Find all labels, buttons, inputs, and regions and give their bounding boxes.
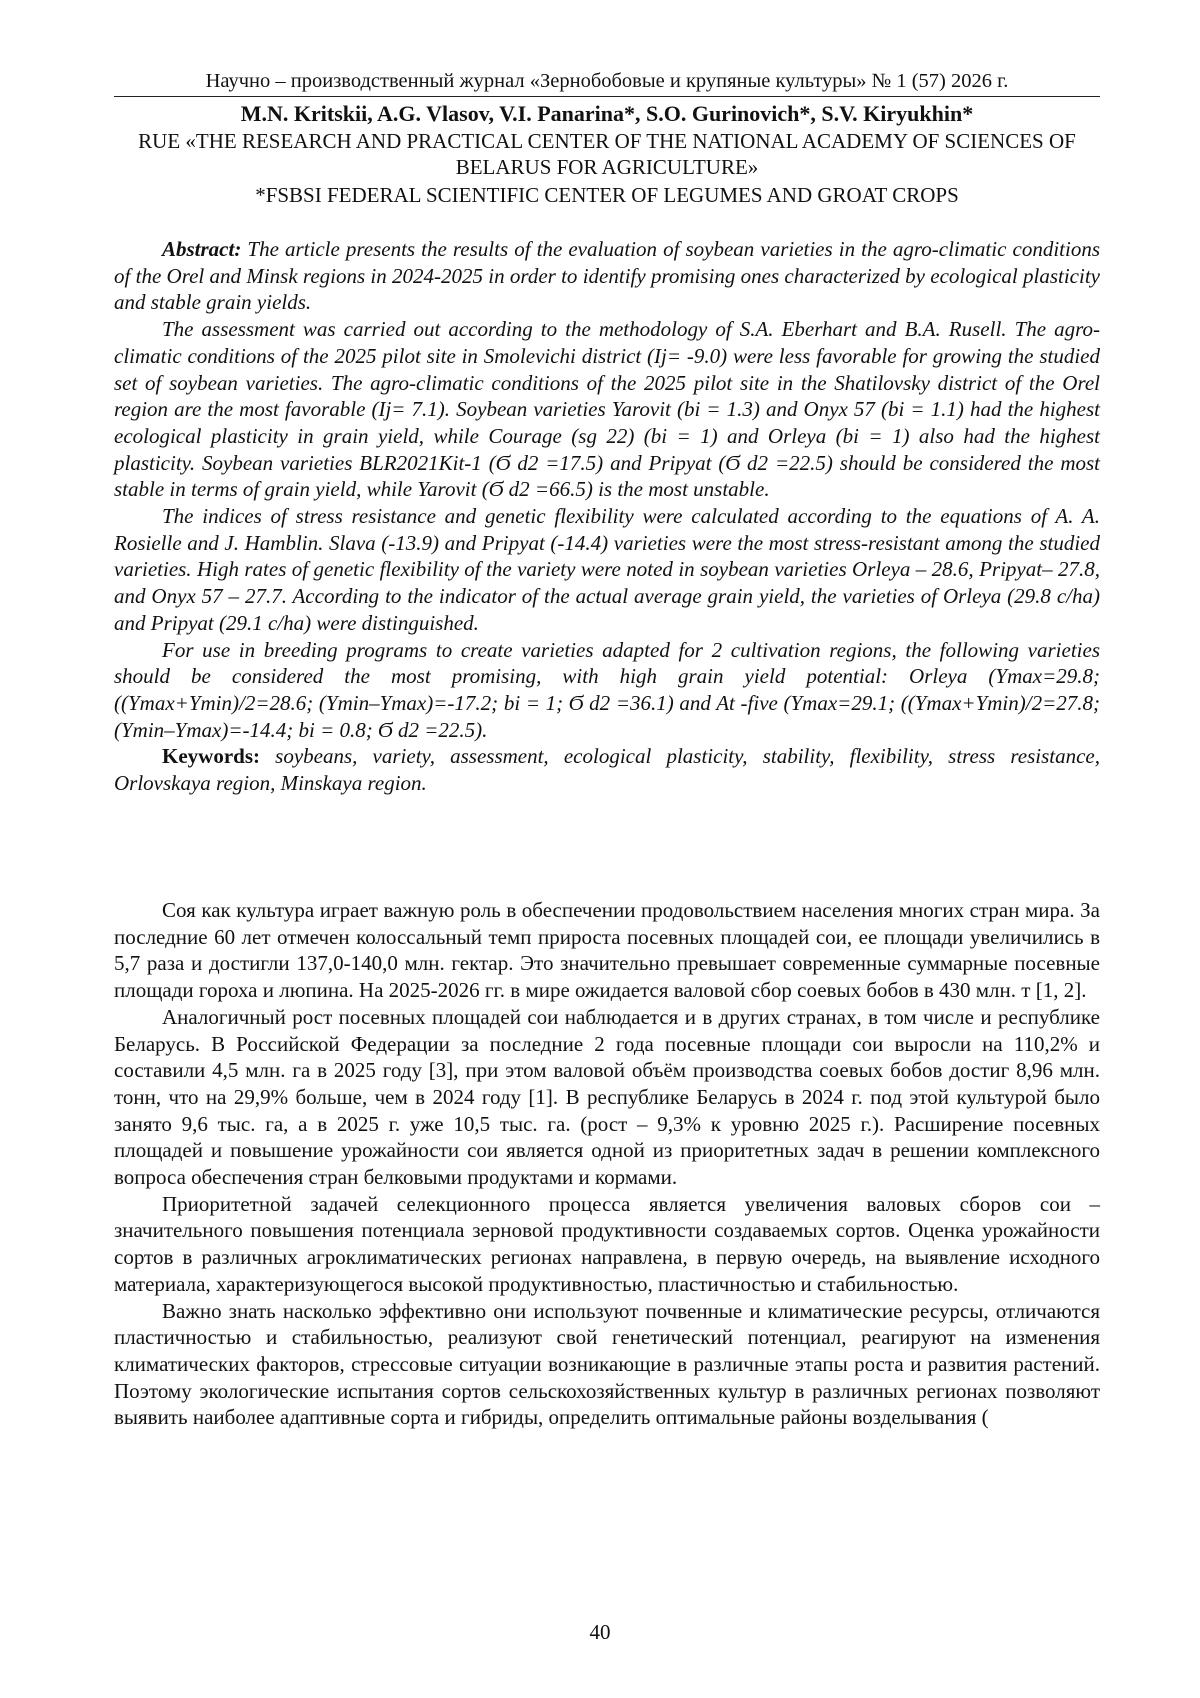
article-body xyxy=(114,897,1100,1431)
abstract-text-1: The article presents the results of the evaluation of soybean varieties in the agro-climatic conditions of the Orel and Minsk regions in 2024-2025 in order to identify promising ones characterized by ecological plasticity and stable grain yields. xyxy=(114,237,1100,315)
keywords xyxy=(114,743,1100,796)
body-paragraph-2: Аналогичный рост посевных площадей сои наблюдается и в других странах, в том числе и республике Беларусь. В Российской Федерации за последние 2 года посевные площади сои выросли на 110,2% и составили 4,5 млн. га в 2025 году [3], при этом валовой объём производства соевых бобов достиг 8,96 млн. тонн, что на 29,9% больше, чем в 2024 году [1]. В республике Беларусь в 2024 г. под этой культурой было занято 9,6 тыс. га, а в 2025 г. уже 10,5 тыс. га. (рост – 9,3% к уровню 2025 г.). Расширение посевных площадей и повышение урожайности сои является одной из приоритетных задач в решении комплексного вопроса обеспечения стран белковыми продуктами и кормами. xyxy=(114,1004,1100,1190)
keywords-label: Keywords: xyxy=(162,744,260,769)
abstract-paragraph-4: For use in breeding programs to create varieties adapted for 2 cultivation regions, the following varieties should be considered the most promising, with high grain yield potential: Orleya (Ymax=29.8; ((Ymax+Ymin)/2=28.6; (Ymin–Ymax)=-17.2; bi = 1; Ϭ d2 =36.1) and At -five (Ymax=29.1; ((Ymax+Ymin)/2=27.8; (Ymin–Ymax)=-14.4; bi = 0.8; Ϭ d2 =22.5). xyxy=(114,637,1100,742)
body-paragraph-4: Важно знать насколько эффективно они используют почвенные и климатические ресурсы, отличаются пластичностью и стабильностью, реализуют свой генетический потенциал, реагируют на изменения климатических факторов, стрессовые ситуации возникающие в различные этапы роста и развития растений. Поэтому экологические испытания сортов сельскохозяйственных культур в различных регионах позволяют выявить наиболее адаптивные сорта и гибриды, определить оптимальные районы возделывания ( xyxy=(114,1298,1100,1430)
abstract xyxy=(114,236,1100,797)
abstract-paragraph-1 xyxy=(114,236,1100,316)
keywords-text: soybeans, variety, assessment, ecological plasticity, stability, flexibility, stress resistance, Orlovskaya region, Minskaya region. xyxy=(114,744,1100,796)
page-number: 40 xyxy=(589,1620,611,1644)
body-paragraph-3: Приоритетной задачей селекционного процесса является увеличения валовых сборов сои – значительного повышения потенциала зерновой продуктивности создаваемых сортов. Оценка урожайности сортов в различных агроклиматических регионах направлена, в первую очередь, на выявление исходного материала, характеризующегося высокой продуктивностью, пластичностью и стабильностью. xyxy=(114,1191,1100,1296)
journal-header: Научно – производственный журнал «Зернобобовые и крупяные культуры» № 1 (57) 2026 г. xyxy=(114,68,1100,97)
affiliation-1: RUE «THE RESEARCH AND PRACTICAL CENTER OF THE NATIONAL ACADEMY OF SCIENCES OF BELARUS FOR AGRICULTURE» xyxy=(138,129,1076,179)
abstract-label: Abstract: xyxy=(162,237,242,261)
authors: M.N. Kritskii, A.G. Vlasov, V.I. Panarina*, S.O. Gurinovich*, S.V. Kiryukhin* xyxy=(240,101,974,126)
abstract-paragraph-3: The indices of stress resistance and genetic flexibility were calculated according to the equations of A. A. Rosielle and J. Hamblin. Slava (-13.9) and Pripyat (-14.4) varieties were the most stress-resistant among the studied varieties. High rates of genetic flexibility of the variety were noted in soybean varieties Orleya – 28.6, Pripyat– 27.8, and Onyx 57 – 27.7. According to the indicator of the actual average grain yield, the varieties of Orleya (29.8 c/ha) and Pripyat (29.1 c/ha) were distinguished. xyxy=(114,504,1100,635)
body-paragraph-1: Соя как культура играет важную роль в обеспечении продовольствием населения многих стран мира. За последние 60 лет отмечен колоссальный темп прироста посевных площадей сои, ее площади увеличились в 5,7 раза и достигли 137,0-140,0 млн. гектар. Это значительно превышает современные суммарные посевные площади гороха и люпина. На 2025-2026 гг. в мире ожидается валовой сбор соевых бобов в 430 млн. т [1, 2]. xyxy=(114,898,1100,1003)
abstract-paragraph-2: The assessment was carried out according to the methodology of S.A. Eberhart and B.A. Rusell. The agro-climatic conditions of the 2025 pilot site in Smolevichi district (Ij= -9.0) were less favorable for growing the studied set of soybean varieties. The agro-climatic conditions of the 2025 pilot site in the Shatilovsky district of the Orel region are the most favorable (Ij= 7.1). Soybean varieties Yarovit (bi = 1.3) and Onyx 57 (bi = 1.1) had the highest ecological plasticity in grain yield, while Courage (sg 22) (bi = 1) and Orleya (bi = 1) also had the highest plasticity. Soybean varieties BLR2021Kit-1 (Ϭ d2 =17.5) and Pripyat (Ϭ d2 =22.5) should be considered the most stable in terms of grain yield, while Yarovit (Ϭ d2 =66.5) is the most unstable. xyxy=(114,317,1100,502)
affiliation-2: *FSBSI FEDERAL SCIENTIFIC CENTER OF LEGUMES AND GROAT CROPS xyxy=(255,183,959,207)
